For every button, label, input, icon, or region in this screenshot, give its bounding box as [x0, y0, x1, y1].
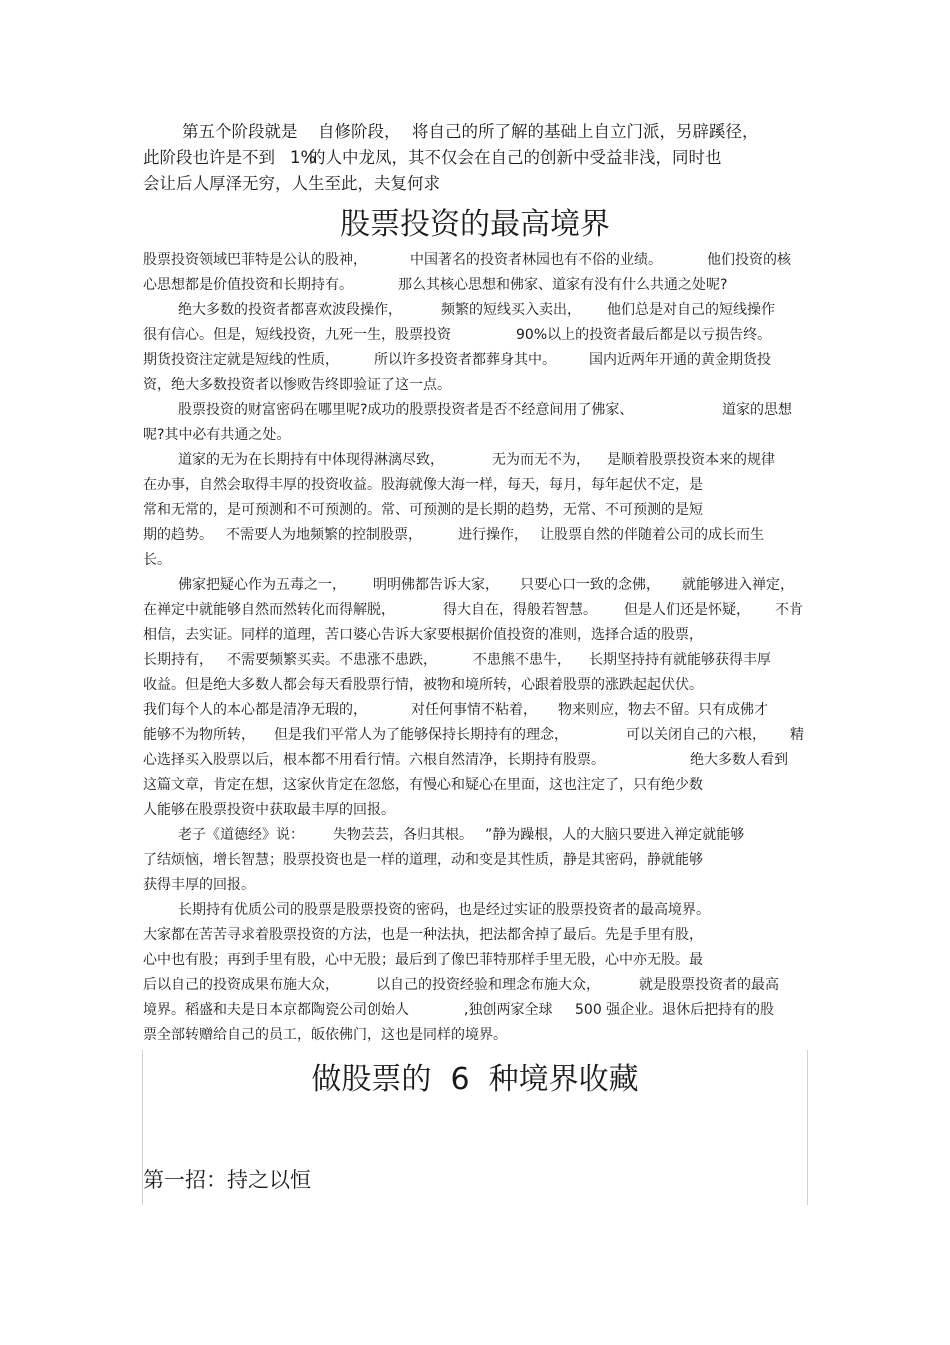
text-segment: 1%	[290, 148, 317, 167]
body-line	[0, 648, 950, 672]
text-segment: 第五个阶段就是	[182, 122, 298, 141]
text-segment: 长期坚持持有就能够获得丰厚	[589, 652, 771, 668]
text-segment: 获得丰厚的回报。	[143, 877, 255, 893]
body-line	[0, 1023, 950, 1047]
text-segment: 股票投资领域巴菲特是公认的股神，	[143, 252, 367, 268]
text-segment: 长。	[143, 552, 171, 568]
text-segment: 能够不为物所转，	[143, 727, 255, 743]
body-line	[0, 948, 950, 972]
text-segment: 他们总是对自己的短线操作	[607, 302, 775, 318]
body-line	[0, 548, 950, 572]
text-segment: 期货投资注定就是短线的性质，	[143, 352, 339, 368]
body-line	[0, 448, 950, 472]
text-segment: 就能够进入禅定，	[682, 577, 794, 593]
text-segment: 失物芸芸，各归其根。	[333, 827, 473, 843]
body-line	[0, 848, 950, 872]
body-line	[0, 423, 950, 447]
text-segment: 是顺着股票投资本来的规律	[607, 452, 775, 468]
body-line	[0, 723, 950, 747]
text-segment: 会让后人厚泽无穷，人生至此，夫复何求	[143, 174, 440, 193]
section-title: 股票投资的最高境界	[340, 207, 610, 242]
body-line	[0, 923, 950, 947]
text-segment: 90%以上的投资者最后都是以亏损告终。	[516, 327, 772, 343]
body-line	[0, 373, 950, 397]
intro-line	[0, 119, 950, 143]
text-segment: 不需要频繁买卖。不患涨不患跌，	[227, 652, 437, 668]
text-segment: 心中也有股；再到手里有股，心中无股；最后到了像巴菲特那样手里无股，心中亦无股。最	[143, 952, 703, 968]
body-line	[0, 898, 950, 922]
text-segment: 500 强企业。退休后把持有的股	[575, 1002, 775, 1018]
body-line	[0, 973, 950, 997]
body-line	[0, 998, 950, 1022]
text-segment: 他们投资的核	[707, 252, 791, 268]
text-segment: 无为而无不为，	[492, 452, 590, 468]
text-segment: 了结烦恼，增长智慧；股票投资也是一样的道理，动和变是其性质，静是其密码，静就能够	[143, 852, 703, 868]
text-segment: 道家的思想	[722, 402, 792, 418]
text-segment: 只要心口一致的念佛，	[520, 577, 660, 593]
body-line	[0, 273, 950, 297]
text-segment: 长期持有，	[143, 652, 213, 668]
section-subtitle: 第一招：持之以恒	[143, 1168, 311, 1192]
text-segment: 我们每个人的本心都是清净无瑕的，	[143, 702, 367, 718]
text-segment: 那么其核心思想和佛家、道家有没有什么共通之处呢?	[398, 277, 728, 293]
text-segment: 将自己的所了解的基础上自立门派，另辟蹊径，	[412, 122, 759, 141]
text-segment: 老子《道德经》说：	[178, 827, 304, 843]
text-segment: 票全部转赠给自己的员工，皈依佛门，这也是同样的境界。	[143, 1027, 507, 1043]
body-line	[0, 348, 950, 372]
body-line	[0, 573, 950, 597]
body-line	[0, 298, 950, 322]
intro-line	[0, 145, 950, 169]
text-segment: 收益。但是绝大多数人都会每天看股票行情，被物和境所转，心跟着股票的涨跌起起伏伏。	[143, 677, 703, 693]
text-segment: 不患熊不患牛，	[473, 652, 571, 668]
text-segment: 相信，去实证。同样的道理，苦口婆心告诉大家要根据价值投资的准则，选择合适的股票，	[143, 627, 703, 643]
text-segment: 心选择买入股票以后，根本都不用看行情。六根自然清净，长期持有股票。	[143, 752, 605, 768]
body-line	[0, 473, 950, 497]
body-line	[0, 873, 950, 897]
body-line	[0, 748, 950, 772]
text-segment: 中国著名的投资者林园也有不俗的业绩。	[410, 252, 662, 268]
text-segment: 期的趋势。	[143, 527, 213, 543]
text-segment: 道家的无为在长期持有中体现得淋漓尽致，	[178, 452, 444, 468]
body-line	[0, 498, 950, 522]
text-segment: 在禅定中就能够自然而然转化而得解脱，	[143, 602, 395, 618]
text-segment: 所以许多投资者都葬身其中。	[374, 352, 556, 368]
text-segment: 境界。稻盛和夫是日本京都陶瓷公司创始人	[143, 1002, 409, 1018]
body-line	[0, 698, 950, 722]
text-segment: 可以关闭自己的六根，	[626, 727, 766, 743]
body-line	[0, 773, 950, 797]
body-line	[0, 673, 950, 697]
body-line	[0, 523, 950, 547]
text-segment: 不肯	[775, 602, 803, 618]
body-line	[0, 323, 950, 347]
text-segment: ”静为躁根，人的大脑只要进入禅定就能够	[485, 827, 745, 843]
text-segment: 对任何事情不粘着，	[411, 702, 537, 718]
body-line	[0, 398, 950, 422]
text-segment: ,独创两家全球	[464, 1002, 553, 1018]
text-segment: 心思想都是价值投资和长期持有。	[143, 277, 353, 293]
text-segment: 让股票自然的伴随着公司的成长而生	[540, 527, 764, 543]
text-segment: 后以自己的投资成果布施大众，	[143, 977, 339, 993]
section-title: 做股票的 6 种境界收藏	[311, 1062, 639, 1097]
text-segment: 很有信心。但是，短线投资，九死一生，股票投资	[143, 327, 451, 343]
text-segment: 的人中龙凤，其不仅会在自己的创新中受益非浅，同时也	[309, 148, 722, 167]
text-segment: 国内近两年开通的黄金期货投	[589, 352, 771, 368]
body-line	[0, 823, 950, 847]
body-line	[0, 598, 950, 622]
text-segment: 人能够在股票投资中获取最丰厚的回报。	[143, 802, 395, 818]
body-line	[0, 623, 950, 647]
text-segment: 以自己的投资经验和理念布施大众，	[376, 977, 600, 993]
text-segment: 股票投资的财富密码在哪里呢?成功的股票投资者是否不经意间用了佛家、	[178, 402, 634, 418]
text-segment: 绝大多数人看到	[690, 752, 788, 768]
text-segment: 长期持有优质公司的股票是股票投资的密码，也是经过实证的股票投资者的最高境界。	[178, 902, 710, 918]
text-segment: 在办事，自然会取得丰厚的投资收益。股海就像大海一样，每天，每月，每年起伏不定，是	[143, 477, 703, 493]
text-segment: 绝大多数的投资者都喜欢波段操作，	[178, 302, 402, 318]
text-segment: 大家都在苦苦寻求着股票投资的方法，也是一种法执，把法都舍掉了最后。先是手里有股，	[143, 927, 703, 943]
text-segment: 这篇文章，肯定在想，这家伙肯定在忽悠，有慢心和疑心在里面，这也注定了，只有绝少数	[143, 777, 703, 793]
text-segment: 频繁的短线买入卖出，	[441, 302, 581, 318]
text-segment: 资，绝大多数投资者以惨败告终即验证了这一点。	[143, 377, 451, 393]
text-segment: 进行操作，	[458, 527, 528, 543]
text-segment: 物来则应，物去不留。只有成佛才	[558, 702, 768, 718]
intro-line	[0, 171, 950, 195]
body-line	[0, 798, 950, 822]
text-segment: 此阶段也许是不到	[143, 148, 275, 167]
text-segment: 得大自在，得般若智慧。	[443, 602, 597, 618]
text-segment: 不需要人为地频繁的控制股票，	[226, 527, 422, 543]
text-segment: 但是我们平常人为了能够保持长期持有的理念，	[274, 727, 568, 743]
body-line	[0, 248, 950, 272]
text-segment: 自修阶段，	[318, 122, 401, 141]
text-segment: 就是股票投资者的最高	[639, 977, 779, 993]
text-segment: 佛家把疑心作为五毒之一，	[178, 577, 346, 593]
text-segment: 呢?其中必有共通之处。	[143, 427, 291, 443]
text-segment: 明明佛都告诉大家，	[373, 577, 499, 593]
text-segment: 但是人们还是怀疑，	[624, 602, 750, 618]
text-segment: 精	[790, 727, 804, 743]
text-segment: 常和无常的，是可预测和不可预测的。常、可预测的是长期的趋势，无常、不可预测的是短	[143, 502, 703, 518]
